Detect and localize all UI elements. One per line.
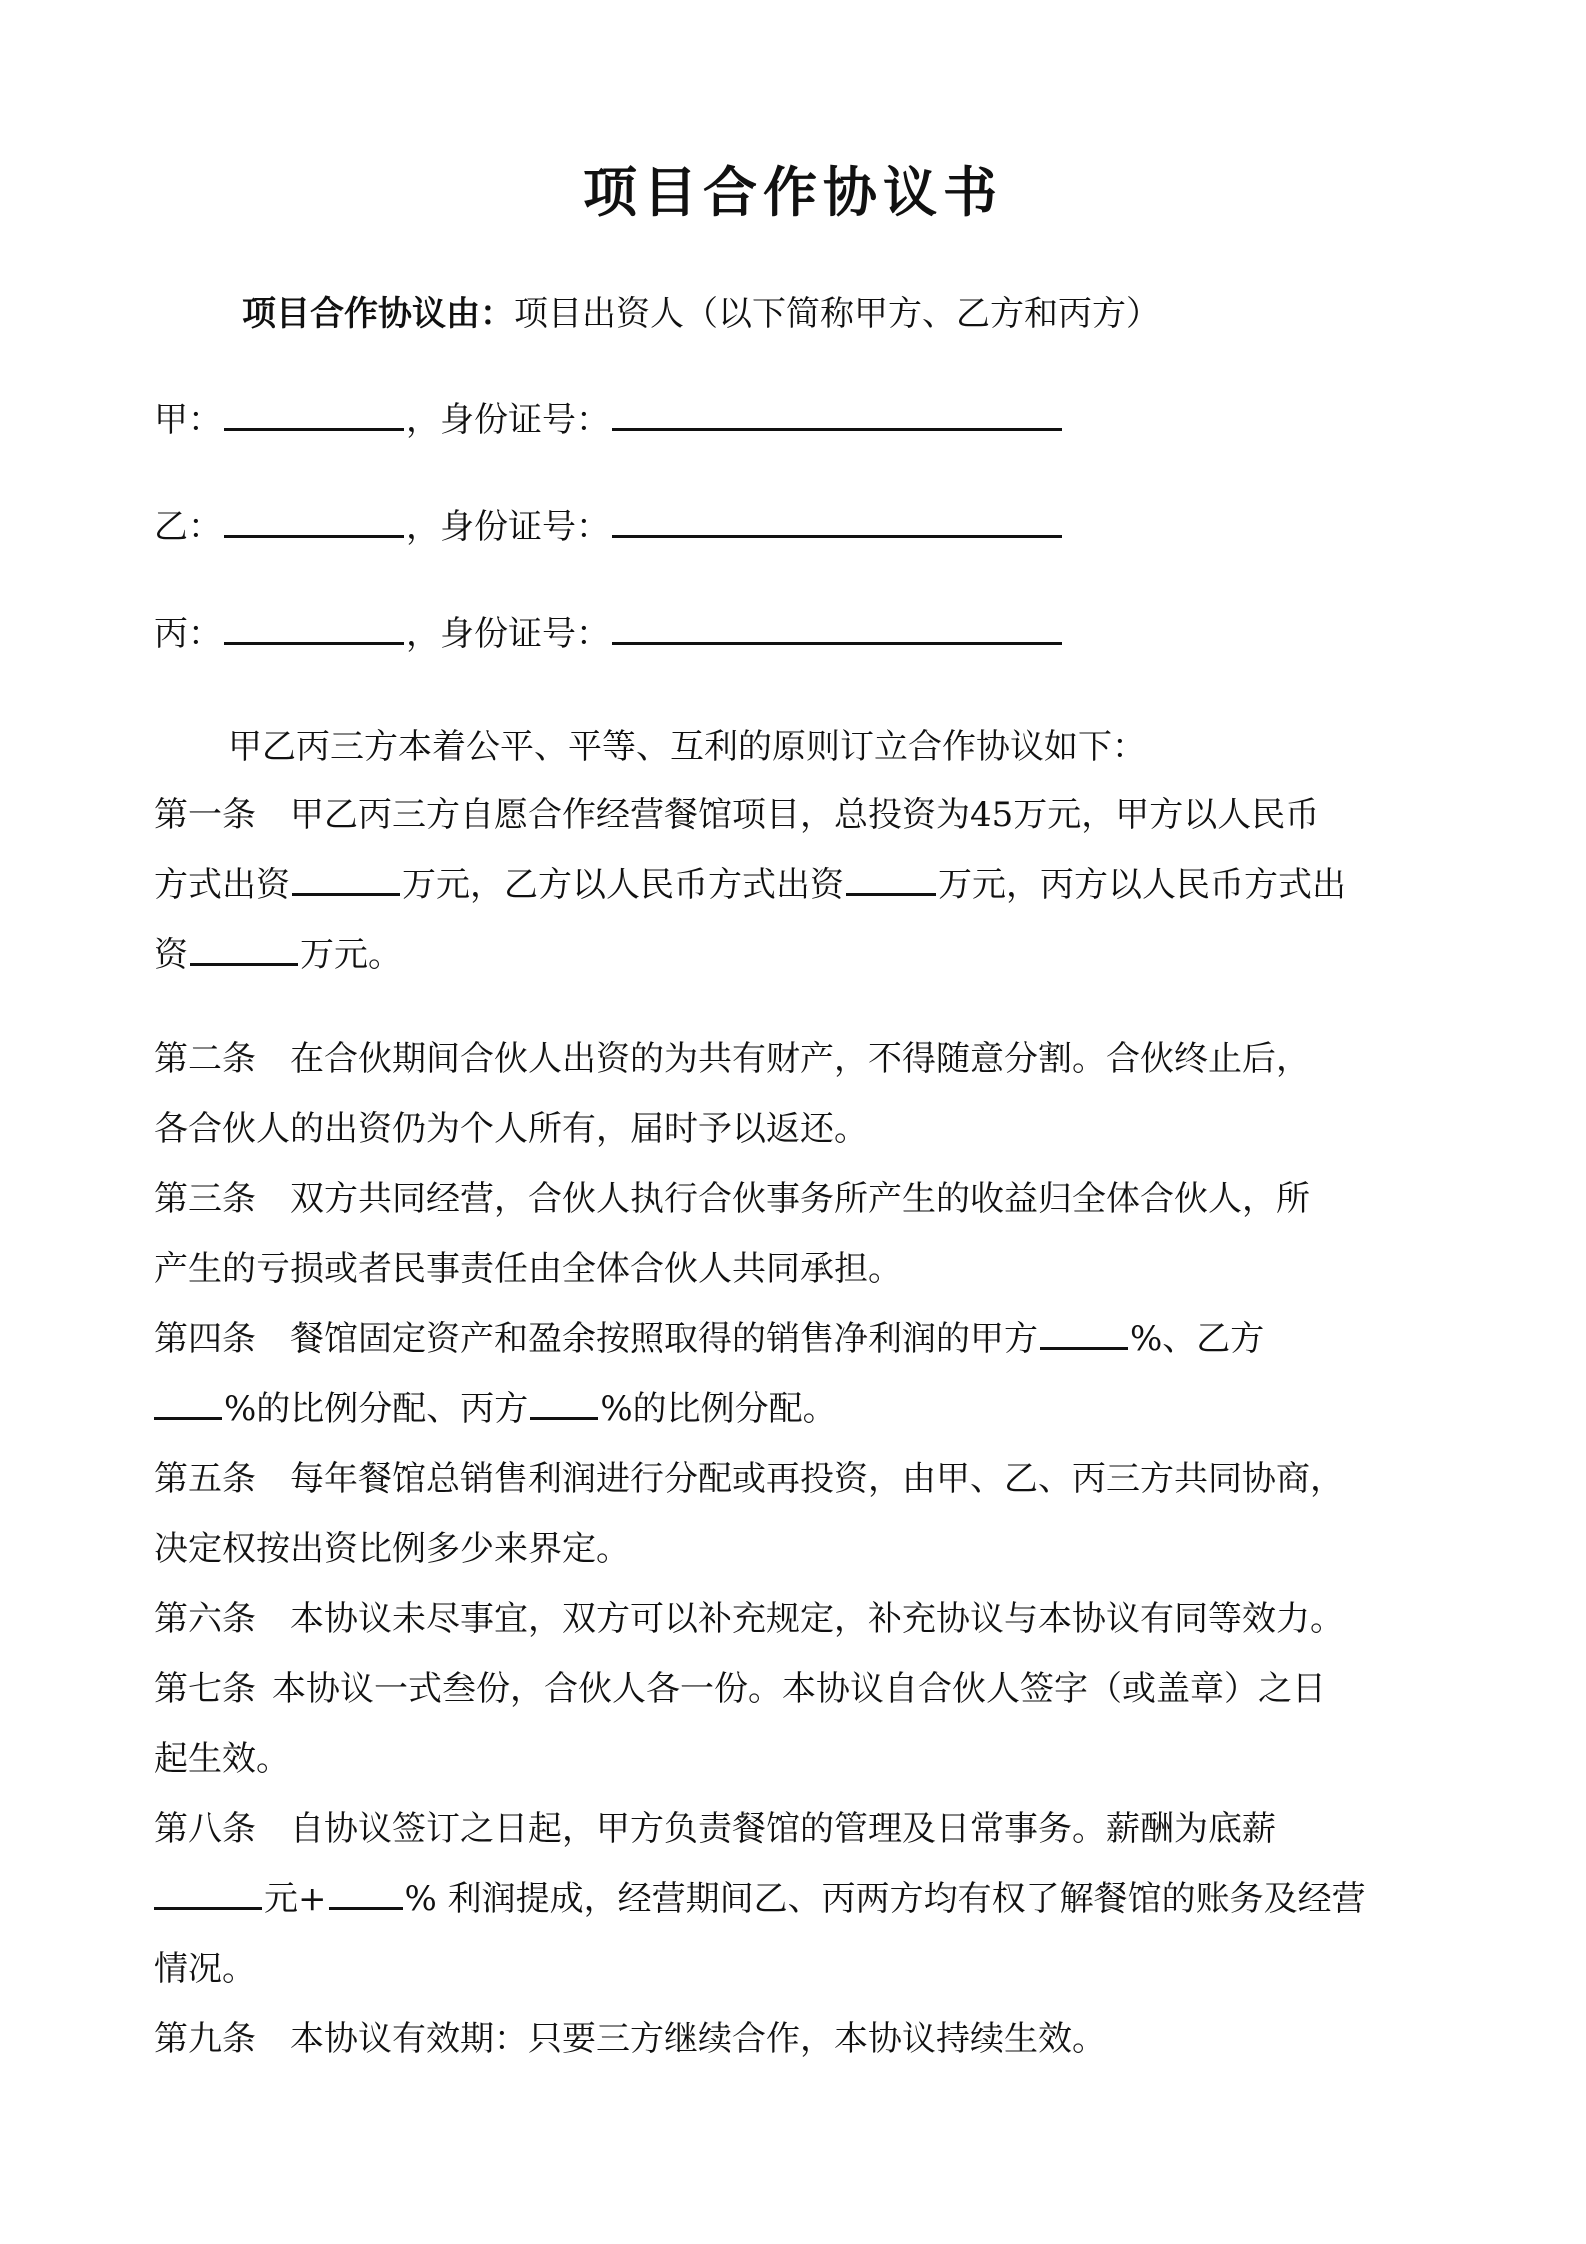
article-2-text: 在合伙期间合伙人出资的为共有财产，不得随意分割。合伙终止后， bbox=[290, 1039, 1310, 1079]
article-4-text: 餐馆固定资产和盈余按照取得的销售净利润的甲方 bbox=[290, 1319, 1038, 1359]
article-5-line-2: 决定权按出资比例多少来界定。 bbox=[154, 1529, 630, 1569]
article-1-text: 甲乙丙三方自愿合作经营餐馆项目，总投资为45万元，甲方以人民币 bbox=[290, 795, 1320, 835]
article-8-line-1 bbox=[154, 1807, 1276, 1851]
article-8-line-3: 情况。 bbox=[154, 1949, 256, 1989]
intro-line bbox=[242, 292, 1160, 336]
article-4-line-2 bbox=[154, 1387, 837, 1431]
article-2-line-1 bbox=[154, 1037, 1310, 1081]
id-number-blank[interactable] bbox=[612, 398, 1062, 431]
party-bing-line bbox=[154, 612, 1064, 656]
article-4-text: %的比例分配、丙方 bbox=[224, 1389, 529, 1429]
article-1-line-3 bbox=[154, 933, 402, 977]
id-number-blank[interactable] bbox=[612, 612, 1062, 645]
preamble: 甲乙丙三方本着公平、平等、互利的原则订立合作协议如下： bbox=[228, 727, 1146, 767]
article-4-text: %、乙方 bbox=[1130, 1319, 1265, 1359]
yi-investment-blank[interactable] bbox=[846, 863, 936, 896]
article-2-head: 第二条 bbox=[154, 1039, 256, 1079]
article-1-line-1 bbox=[154, 793, 1319, 837]
jia-share-blank[interactable] bbox=[1040, 1317, 1128, 1350]
profit-commission-blank[interactable] bbox=[329, 1877, 403, 1910]
name-blank[interactable] bbox=[224, 505, 404, 538]
article-1-line-2 bbox=[154, 863, 1346, 907]
intro-text: 项目出资人（以下简称甲方、乙方和丙方） bbox=[514, 294, 1160, 334]
name-blank[interactable] bbox=[224, 612, 404, 645]
intro-bold: 项目合作协议由： bbox=[242, 294, 514, 334]
document-title: 项目合作协议书 bbox=[583, 160, 1003, 224]
article-9-line-1 bbox=[154, 2017, 1106, 2061]
id-label: ，身份证号： bbox=[406, 507, 610, 547]
base-salary-blank[interactable] bbox=[154, 1877, 262, 1910]
article-1-text: 万元，乙方以人民币方式出资 bbox=[402, 865, 844, 905]
article-8-text: 自协议签订之日起，甲方负责餐馆的管理及日常事务。薪酬为底薪 bbox=[290, 1809, 1276, 1849]
bing-investment-blank[interactable] bbox=[190, 933, 298, 966]
article-1-head: 第一条 bbox=[154, 795, 256, 835]
bing-share-blank[interactable] bbox=[530, 1387, 598, 1420]
yi-share-blank[interactable] bbox=[154, 1387, 222, 1420]
party-label: 丙： bbox=[154, 614, 222, 654]
article-9-text: 本协议有效期：只要三方继续合作，本协议持续生效。 bbox=[290, 2019, 1106, 2059]
id-label: ，身份证号： bbox=[406, 400, 610, 440]
article-6-head: 第六条 bbox=[154, 1599, 256, 1639]
article-4-text: %的比例分配。 bbox=[600, 1389, 837, 1429]
article-5-text: 每年餐馆总销售利润进行分配或再投资，由甲、乙、丙三方共同协商， bbox=[290, 1459, 1344, 1499]
id-number-blank[interactable] bbox=[612, 505, 1062, 538]
article-1-text: 万元，丙方以人民币方式出 bbox=[938, 865, 1346, 905]
article-9-head: 第九条 bbox=[154, 2019, 256, 2059]
party-jia-line bbox=[154, 398, 1064, 442]
article-6-text: 本协议未尽事宜，双方可以补充规定，补充协议与本协议有同等效力。 bbox=[290, 1599, 1344, 1639]
article-7-line-1 bbox=[154, 1667, 1326, 1711]
article-7-line-2: 起生效。 bbox=[154, 1739, 290, 1779]
article-2-line-2: 各合伙人的出资仍为个人所有，届时予以返还。 bbox=[154, 1109, 868, 1149]
article-5-line-1 bbox=[154, 1457, 1344, 1501]
article-7-text: 本协议一式叁份，合伙人各一份。本协议自合伙人签字（或盖章）之日 bbox=[272, 1669, 1326, 1709]
party-label: 甲： bbox=[154, 400, 222, 440]
article-7-head: 第七条 bbox=[154, 1669, 256, 1709]
article-3-line-1 bbox=[154, 1177, 1310, 1221]
party-label: 乙： bbox=[154, 507, 222, 547]
article-1-text: 方式出资 bbox=[154, 865, 290, 905]
article-3-line-2: 产生的亏损或者民事责任由全体合伙人共同承担。 bbox=[154, 1249, 902, 1289]
article-8-text: 元+ bbox=[264, 1879, 327, 1919]
article-6-line-1 bbox=[154, 1597, 1344, 1641]
article-8-text: % 利润提成，经营期间乙、丙两方均有权了解餐馆的账务及经营 bbox=[404, 1879, 1366, 1919]
id-label: ，身份证号： bbox=[406, 614, 610, 654]
article-4-line-1 bbox=[154, 1317, 1264, 1361]
article-8-head: 第八条 bbox=[154, 1809, 256, 1849]
jia-investment-blank[interactable] bbox=[292, 863, 400, 896]
article-4-head: 第四条 bbox=[154, 1319, 256, 1359]
name-blank[interactable] bbox=[224, 398, 404, 431]
article-8-line-2 bbox=[154, 1877, 1366, 1921]
article-3-head: 第三条 bbox=[154, 1179, 256, 1219]
article-1-text: 万元。 bbox=[300, 935, 402, 975]
article-5-head: 第五条 bbox=[154, 1459, 256, 1499]
article-1-text: 资 bbox=[154, 935, 188, 975]
party-yi-line bbox=[154, 505, 1064, 549]
article-3-text: 双方共同经营，合伙人执行合伙事务所产生的收益归全体合伙人，所 bbox=[290, 1179, 1310, 1219]
